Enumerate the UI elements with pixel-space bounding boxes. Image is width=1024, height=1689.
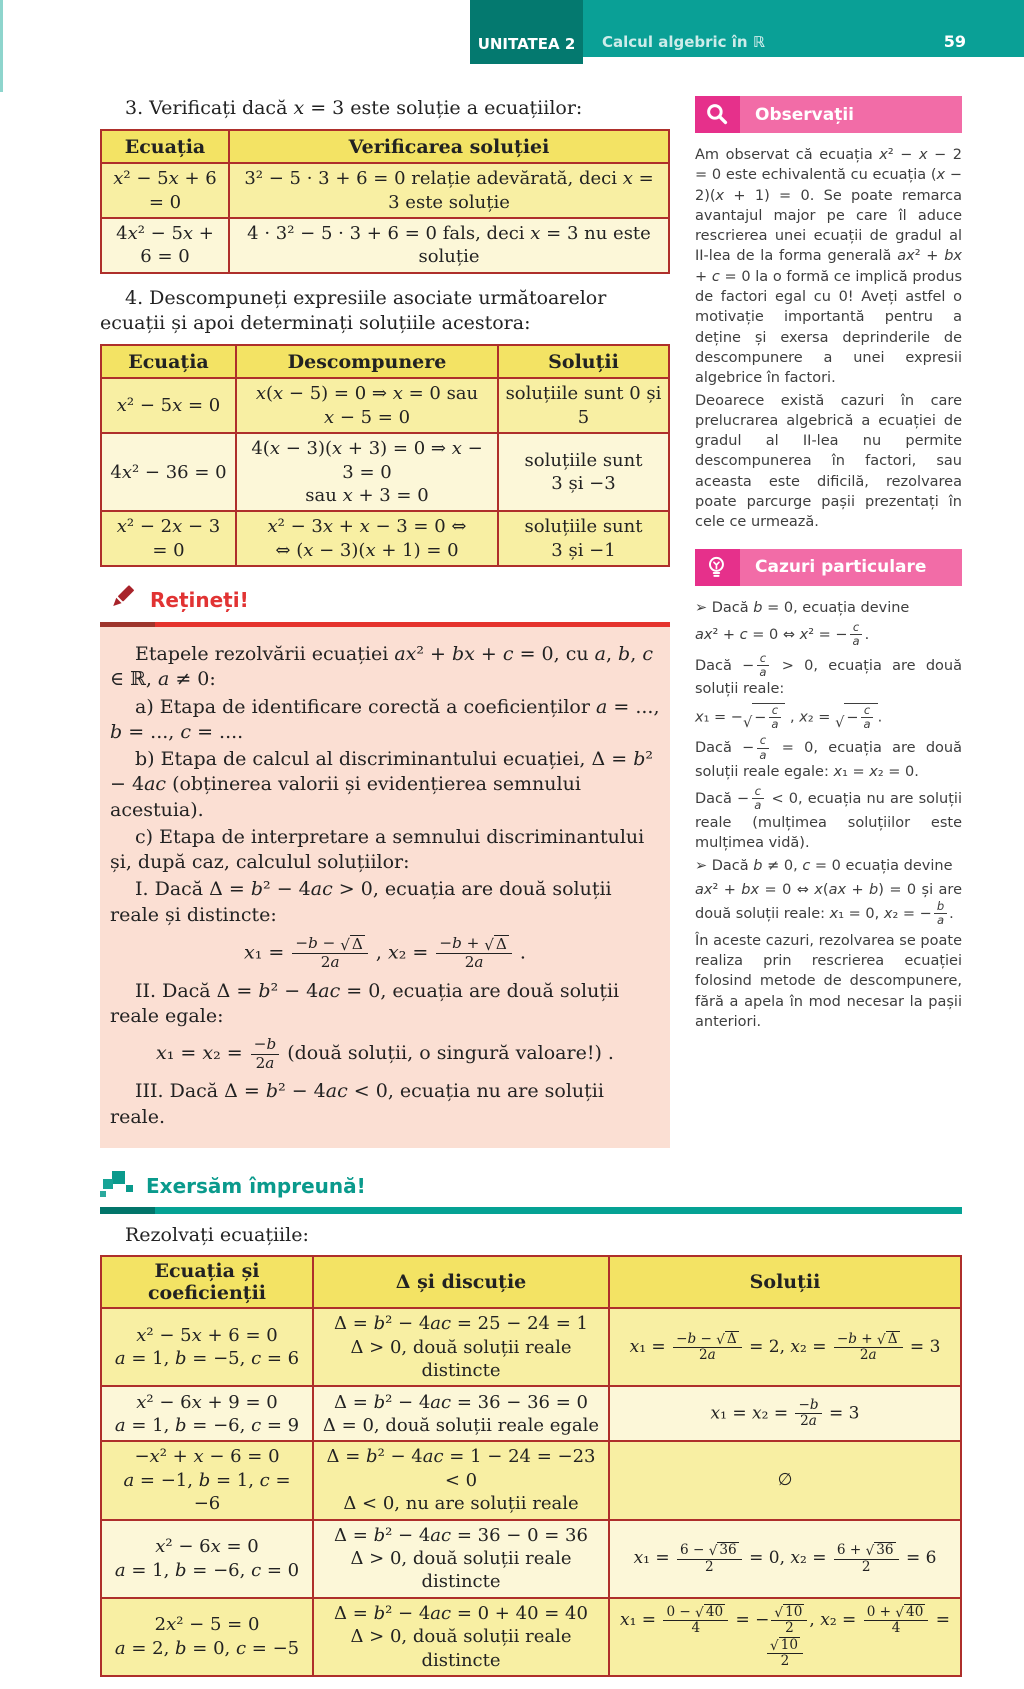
special-cases-header — [695, 549, 962, 586]
col-descompunere: Descompunere — [236, 345, 498, 378]
special-cases-line: ➢ Dacă b ≠ 0, c = 0 ecuația devine — [695, 858, 953, 875]
table-header-row — [101, 345, 669, 378]
equation-cell: x² − 2x − 3 = 0 — [101, 511, 236, 566]
page-edge-accent — [0, 0, 3, 92]
equation-cell: 2x² − 5 = 0 a = 2, b = 0, c = −5 — [101, 1598, 313, 1676]
remember-title: Rețineți! — [150, 588, 249, 613]
special-cases-line: Dacă − $\frac{c}{a}$ = 0, ecuația are două soluții reale egale: x₁ = x₂ = 0. — [695, 733, 962, 780]
solutions-cell: soluțiile sunt 0 și 5 — [498, 378, 669, 433]
unit-label: UNITATEA 2 — [477, 35, 576, 53]
equation-cell: x² − 5x + 6 = 0 a = 1, b = −5, c = 6 — [101, 1308, 313, 1386]
exercise-4-table — [100, 344, 670, 567]
case-2: II. Dacă Δ = b² − 4ac = 0, ecuația are două soluții reale egale: — [110, 979, 620, 1028]
solutions-cell: x₁ = x₂ = $\frac{-b}{2a}$ = 3 — [609, 1386, 961, 1441]
remember-section — [100, 583, 670, 1148]
step-b: b) Etapa de calcul al discriminantului ecuației, Δ = b² − 4ac (obținerea valorii și evidențierea semnului acestuia). — [110, 748, 653, 821]
col-delta-discutie: Δ și discuție — [313, 1256, 609, 1308]
special-cases-line: Dacă − $\frac{c}{a}$ > 0, ecuația are două soluții reale: — [695, 650, 962, 698]
equation-cell: −x² + x − 6 = 0 a = −1, b = 1, c = −6 — [101, 1441, 313, 1519]
table-row — [101, 1441, 961, 1519]
col-verificare: Verificarea soluției — [229, 130, 669, 163]
table-row — [101, 378, 669, 433]
delta-cell: Δ = b² − 4ac = 36 − 0 = 36 Δ > 0, două soluții reale distincte — [313, 1520, 609, 1598]
solutions-cell: soluțiile sunt 3 și −1 — [498, 511, 669, 566]
steps-intro: Etapele rezolvării ecuației ax² + bx + c = 0, cu a, b, c ∈ ℝ, a ≠ 0: — [110, 643, 653, 691]
factoring-cell: x² − 3x + x − 3 = 0 ⇔ ⇔ (x − 3)(x + 1) = 0 — [236, 511, 498, 566]
page-number: 59 — [943, 32, 966, 51]
observations-section — [695, 96, 962, 533]
solutions-cell: x₁ = 6 − √ 36 2 = 0, x₂ = 6 + √ 36 2 = 6 — [609, 1520, 961, 1598]
special-cases-line: Dacă − $\frac{c}{a}$ < 0, ecuația nu are soluții reale (mulțimea soluțiilor este mulțimea vidă). — [695, 784, 962, 852]
pencil-icon — [108, 583, 138, 617]
observations-header — [695, 96, 962, 133]
observations-paragraph: Deoarece există cazuri în care prelucrarea algebrică a ecuației de gradul al II-lea nu permite descompunerea în factori, sau aceasta este dificilă, rezolvarea poate parcurge pașii prezentați în cele ce urmează. — [695, 392, 962, 531]
remember-header — [108, 583, 670, 617]
practice-title: Exersăm împreună! — [146, 1173, 366, 1198]
verification-cell: 3² − 5 · 3 + 6 = 0 relație adevărată, deci x = 3 este soluție — [229, 163, 669, 218]
practice-header — [100, 1170, 962, 1202]
practice-section — [100, 1170, 962, 1677]
verification-cell: 4 · 3² − 5 · 3 + 6 = 0 fals, deci x = 3 nu este soluție — [229, 218, 669, 273]
equation-cell: x² − 6x + 9 = 0 a = 1, b = −6, c = 9 — [101, 1386, 313, 1441]
special-cases-line: ➢ Dacă b = 0, ecuația devine — [695, 599, 910, 616]
special-cases-body — [695, 598, 962, 1033]
chapter-title: Calcul algebric în ℝ — [602, 33, 765, 51]
equation-cell: 4x² − 5x + 6 = 0 — [101, 218, 229, 273]
factoring-cell: 4(x − 3)(x + 3) = 0 ⇒ x − 3 = 0 sau x + 3 = 0 — [236, 433, 498, 511]
special-cases-section — [695, 549, 962, 1033]
solutions-cell: x₁ = 0 − √ 40 4 = − √ 10 2 , x₂ = 0 + √ 40 4 = √ 10 2 — [609, 1598, 961, 1676]
case-3: III. Dacă Δ = b² − 4ac < 0, ecuația nu are soluții reale. — [110, 1080, 604, 1128]
col-ecuatia: Ecuația — [101, 130, 229, 163]
table-header-row — [101, 1256, 961, 1308]
page-content — [100, 96, 962, 1689]
squares-icon — [100, 1170, 134, 1202]
lightbulb-icon — [695, 549, 740, 586]
practice-table — [100, 1255, 962, 1677]
special-cases-title: Cazuri particulare — [740, 549, 962, 586]
solutions-cell: ∅ — [609, 1441, 961, 1519]
equation-cell: x² − 5x + 6 = 0 — [101, 163, 229, 218]
table-row — [101, 1386, 961, 1441]
practice-intro: Rezolvați ecuațiile: — [125, 1223, 309, 1246]
main-column — [100, 96, 670, 1148]
exercise-4-intro: 4. Descompuneți expresiile asociate următoarelor ecuații și apoi determinați soluțiile acestora: — [100, 286, 607, 335]
table-row — [101, 218, 669, 273]
unit-badge — [470, 0, 583, 64]
step-a: a) Etapa de identificare corectă a coeficienților a = ..., b = ..., c = .... — [110, 695, 660, 743]
special-cases-line: În aceste cazuri, rezolvarea se poate realiza prin rescrierea ecuației folosind metode de descompunere, fără a apela în mod necesar la pașii anteriori. — [695, 932, 962, 1030]
solutions-cell: x₁ = −b − √ Δ 2a = 2, x₂ = −b + √ Δ 2a = 3 — [609, 1308, 961, 1386]
case-1-formula: x₁ = −b − √ Δ 2a , x₂ = −b + √ Δ 2a . — [244, 934, 526, 972]
special-cases-line: x₁ = − √ − $\frac{c}{a}$ , x₂ = √ − $\frac{c}{a}$ . — [695, 702, 883, 731]
table-header-row — [101, 130, 669, 163]
special-cases-line: ax² + c = 0 ⇔ x² = − $\frac{c}{a}$ . — [695, 619, 870, 649]
solutions-cell: soluțiile sunt 3 și −3 — [498, 433, 669, 511]
delta-cell: Δ = b² − 4ac = 1 − 24 = −23 < 0 Δ < 0, nu are soluții reale — [313, 1441, 609, 1519]
factoring-cell: x(x − 5) = 0 ⇒ x = 0 sau x − 5 = 0 — [236, 378, 498, 433]
delta-cell: Δ = b² − 4ac = 0 + 40 = 40 Δ > 0, două soluții reale distincte — [313, 1598, 609, 1676]
teal-rule — [100, 1207, 962, 1214]
exercise-3-table — [100, 129, 670, 274]
table-row — [101, 1520, 961, 1598]
col-solutii: Soluții — [609, 1256, 961, 1308]
observations-body — [695, 145, 962, 533]
delta-cell: Δ = b² − 4ac = 25 − 24 = 1 Δ > 0, două soluții reale distincte — [313, 1308, 609, 1386]
exercise-3-intro: 3. Verificați dacă x = 3 este soluție a ecuațiilor: — [125, 97, 583, 119]
magnifier-icon — [695, 96, 740, 133]
special-cases-line: ax² + bx = 0 ⇔ x(ax + b) = 0 și are două soluții reale: x₁ = 0, x₂ = − $\frac{b}{a}$ . — [695, 881, 962, 928]
table-row — [101, 1308, 961, 1386]
remember-box — [100, 627, 670, 1148]
col-ecuatia-coeficienti: Ecuația și coeficienții — [101, 1256, 313, 1308]
equation-cell: x² − 5x = 0 — [101, 378, 236, 433]
equation-cell: 4x² − 36 = 0 — [101, 433, 236, 511]
case-1: I. Dacă Δ = b² − 4ac > 0, ecuația are două soluții reale și distincte: — [110, 878, 612, 926]
observations-title: Observații — [740, 96, 962, 133]
case-2-formula: x₁ = x₂ = $\frac{-b}{2a}$ (două soluții, o singură valoare!) . — [156, 1035, 614, 1072]
table-row — [101, 1598, 961, 1676]
col-solutii: Soluții — [498, 345, 669, 378]
col-ecuatia: Ecuația — [101, 345, 236, 378]
table-row — [101, 433, 669, 511]
table-row — [101, 511, 669, 566]
step-c: c) Etapa de interpretare a semnului discriminantului și, după caz, calculul soluțiilor: — [110, 825, 645, 874]
table-row — [101, 163, 669, 218]
delta-cell: Δ = b² − 4ac = 36 − 36 = 0 Δ = 0, două soluții reale egale — [313, 1386, 609, 1441]
equation-cell: x² − 6x = 0 a = 1, b = −6, c = 0 — [101, 1520, 313, 1598]
observations-paragraph: Am observat că ecuația x² − x − 2 = 0 este echivalentă cu ecuația (x − 2)(x + 1) = 0. Se poate remarca avantajul major pe care îl aduce rescrierea unei ecuații de gradul al II-lea de la forma generală ax² + bx + c = 0 la o formă ce implică produs de factori egal cu 0! Aveți astfel o motivație importantă pentru a deține și exersa deprinderile de descompunere a unei expresii algebrice în factori. — [695, 147, 962, 387]
sidebar — [695, 96, 962, 1148]
